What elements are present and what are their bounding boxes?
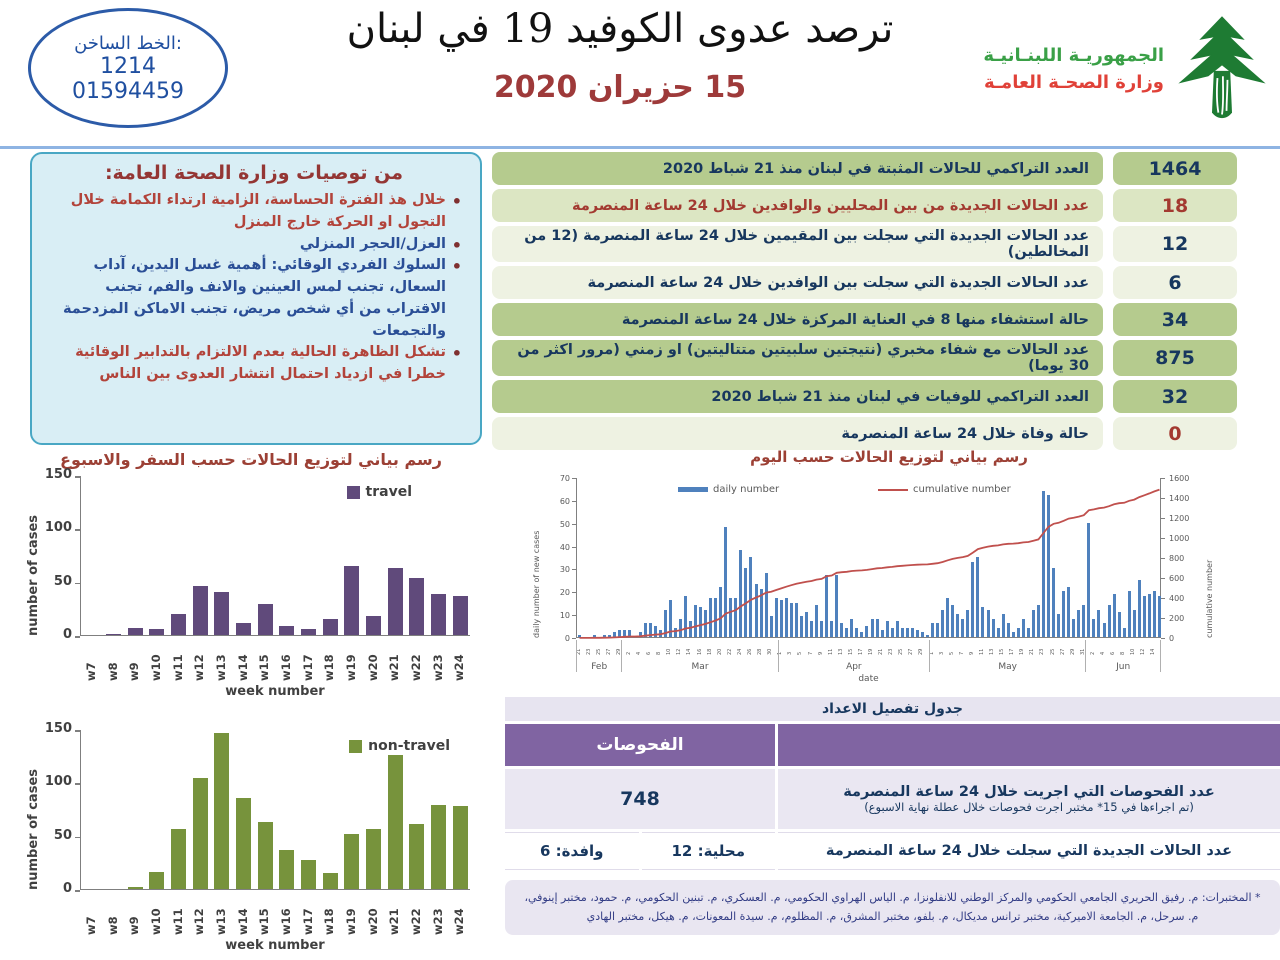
legend-swatch-icon [349, 740, 362, 753]
bar [279, 850, 294, 889]
month-label: Feb [591, 662, 608, 672]
x-tick-label: w8 [105, 916, 120, 935]
title-block [300, 6, 940, 105]
day-tick-label: 11 [827, 648, 834, 655]
y-tick-mark [75, 783, 80, 785]
legend-daily [678, 484, 779, 495]
stat-label: عدد الحالات الجديدة التي سجلت بين المقيمين خلال 24 ساعة المنصرمة (12 من المخالطين) [492, 226, 1103, 262]
x-tick-label: w9 [127, 662, 142, 681]
x-tick-label: w21 [387, 908, 402, 935]
x-tick-label: w19 [343, 908, 358, 935]
bar [344, 566, 359, 635]
recommendations-title: من توصيات وزارة الصحة العامة: [104, 162, 404, 184]
y-tick-label: 150 [44, 467, 72, 482]
x-tick-label: w23 [430, 908, 445, 935]
bar [128, 628, 143, 635]
day-tick-label: 21 [878, 648, 885, 655]
tests-label-cell [778, 769, 1280, 829]
left-y-tick-label: 20 [559, 588, 570, 598]
day-tick-label: 9 [817, 651, 824, 655]
y-axis-label: number of cases [26, 515, 41, 636]
plot-area [80, 730, 470, 890]
ministry-name [983, 42, 1164, 96]
stat-label: العدد التراكمي للحالات المثبتة في لبنان منذ 21 شباط 2020 [492, 152, 1103, 185]
day-tick-label: 6 [1110, 651, 1117, 655]
day-tick-label: 12 [1140, 648, 1147, 655]
x-tick-label: w14 [235, 654, 250, 681]
bar [171, 614, 186, 635]
day-tick-label: 8 [656, 651, 663, 655]
day-tick-label: 3 [787, 651, 794, 655]
legend-label: non-travel [368, 738, 450, 754]
day-tick-label: 25 [595, 648, 602, 655]
cedar-tree-icon [1172, 10, 1272, 128]
newcases-label-cell [778, 832, 1280, 870]
page-title: ترصد عدوى الكوفيد 19 في لبنان [346, 6, 894, 52]
stats-row [492, 189, 1237, 222]
labs-footnote: * المختبرات: م. رفيق الحريري الجامعي الحكومي والمركز الوطني للانفلونزا، م. الياس الهراوي الحكومي، م. العسكري، م. تبنين الحكومي، م. حمود، مختبر إينوفي، م. سرحل، م. الجامعة الاميركية، مختبر ترانس مديكال، م. بلفو، مختبر المشرق، م. المظلوم، م. سيدة المعونات، م. هيكل، مختبر الهادي [505, 880, 1280, 935]
stats-row [492, 226, 1237, 262]
stat-value: 875 [1113, 340, 1237, 376]
legend-swatch-icon [347, 486, 360, 499]
bar [453, 596, 468, 635]
day-tick-label: 2 [1089, 651, 1096, 655]
day-tick-label: 6 [646, 651, 653, 655]
chart-legend [347, 484, 412, 500]
y-tick-mark [75, 636, 80, 638]
tests-sublabel: (تم اجراءها في 15* مختبر اجرت فحوصات خلال عطلة نهاية الاسبوع) [864, 800, 1194, 814]
newcases-local-cell [642, 832, 776, 870]
bar [431, 594, 446, 635]
x-tick-label: w12 [192, 654, 207, 681]
x-tick-label: w24 [452, 908, 467, 935]
chart-title: رسم بياني لتوزيع الحالات حسب السفر والاسبوع [60, 450, 442, 469]
left-y-tick-label: 0 [564, 634, 570, 643]
bar [258, 604, 273, 635]
legend-line-swatch-icon [878, 489, 908, 491]
recommendations-box [30, 152, 482, 445]
day-tick-label: 25 [1049, 648, 1056, 655]
bar [388, 568, 403, 635]
left-y-tick-mark [572, 638, 576, 639]
details-header-row [505, 724, 1280, 766]
x-tick-label: w20 [365, 908, 380, 935]
stat-label: حالة وفاة خلال 24 ساعة المنصرمة [492, 417, 1103, 450]
month-label: Jun [1116, 662, 1131, 672]
newcases-local: محلية: 12 [671, 842, 746, 860]
hotline-label: الخط الساخن: [74, 32, 182, 54]
y-tick-label: 50 [53, 573, 72, 589]
day-tick-label: 23 [888, 648, 895, 655]
day-tick-label: 15 [999, 648, 1006, 655]
day-tick-label: 1 [928, 651, 935, 655]
recommendation-item: • تشكل الظاهرة الحالية بعدم الالتزام بالتدابير الوقائية خطرا في ازدياد احتمال انتشار العدوى بين الناس [42, 342, 466, 386]
y-tick-label: 100 [44, 520, 72, 536]
y-tick-label: 150 [44, 721, 72, 736]
bar [171, 829, 186, 889]
bar [193, 778, 208, 889]
x-tick-label: w8 [105, 662, 120, 681]
day-tick-label: 30 [767, 648, 774, 655]
day-tick-label: 16 [696, 648, 703, 655]
cumulative-line [577, 478, 1162, 638]
hotline-number-short: 1214 [100, 53, 156, 79]
x-tick-label: w9 [127, 916, 142, 935]
legend-label: travel [365, 484, 412, 500]
x-tick-label: w22 [408, 908, 423, 935]
left-y-axis-label: daily number of new cases [532, 530, 541, 638]
y-tick-mark [75, 837, 80, 839]
stat-value: 0 [1113, 417, 1237, 450]
day-tick-label: 3 [938, 651, 945, 655]
nontravel-by-week-chart [22, 704, 480, 956]
month-band [576, 640, 621, 672]
right-y-tick-mark [1161, 598, 1165, 599]
right-y-tick-label: 1200 [1169, 514, 1190, 523]
y-axis-label: number of cases [26, 769, 41, 890]
day-tick-label: 21 [1029, 648, 1036, 655]
bar [193, 586, 208, 635]
day-tick-label: 25 [898, 648, 905, 655]
legend-cumulative [878, 484, 1011, 495]
x-tick-label: w22 [408, 654, 423, 681]
left-y-tick-label: 50 [559, 519, 570, 529]
bar [301, 629, 316, 635]
x-tick-label: w7 [83, 662, 98, 681]
month-label: Apr [846, 662, 862, 672]
recommendations-list [42, 190, 466, 386]
left-y-tick-mark [572, 501, 576, 502]
day-tick-label: 20 [716, 648, 723, 655]
x-tick-label: w15 [257, 654, 272, 681]
x-tick-label: w17 [300, 654, 315, 681]
left-y-tick-mark [572, 478, 576, 479]
day-tick-label: 18 [706, 648, 713, 655]
bar [106, 634, 121, 635]
month-band [1085, 640, 1161, 672]
right-y-tick-label: 1600 [1169, 474, 1190, 483]
day-tick-label: 13 [989, 648, 996, 655]
bar [279, 626, 294, 635]
right-y-tick-mark [1161, 618, 1165, 619]
ministry-logo [983, 10, 1272, 128]
ministry-name-line2: وزارة الصحـة العامـة [983, 72, 1164, 93]
x-tick-label: w11 [170, 908, 185, 935]
day-tick-label: 15 [847, 648, 854, 655]
travel-by-week-chart [22, 450, 480, 702]
bar [128, 887, 143, 889]
right-y-tick-mark [1161, 578, 1165, 579]
stat-value: 6 [1113, 266, 1237, 299]
day-tick-label: 29 [1069, 648, 1076, 655]
left-y-tick-mark [572, 569, 576, 570]
left-y-tick-label: 30 [559, 565, 570, 575]
day-tick-label: 2 [625, 651, 632, 655]
day-tick-label: 7 [807, 651, 814, 655]
month-band [929, 640, 1085, 672]
x-tick-label: w10 [148, 654, 163, 681]
bar [366, 829, 381, 889]
bar [258, 822, 273, 889]
x-tick-label: w18 [322, 654, 337, 681]
x-tick-label: w20 [365, 654, 380, 681]
details-table [505, 697, 1280, 870]
legend-bar-swatch-icon [678, 487, 708, 492]
bar [431, 805, 446, 889]
hotline-number-long: 01594459 [72, 78, 184, 104]
day-tick-label: 14 [686, 648, 693, 655]
stat-label: عدد الحالات مع شفاء مخبري (نتيجتين سلبيتين متتاليتين) او زمني (مرور اكثر من 30 يوما) [492, 340, 1103, 376]
stat-label: حالة استشفاء منها 8 في العناية المركزة خلال 24 ساعة المنصرمة [492, 303, 1103, 336]
day-tick-label: 14 [1150, 648, 1157, 655]
day-tick-label: 13 [837, 648, 844, 655]
day-tick-label: 17 [857, 648, 864, 655]
bar [323, 619, 338, 635]
month-label: Mar [691, 662, 709, 672]
x-tick-label: w24 [452, 654, 467, 681]
x-tick-label: w16 [278, 654, 293, 681]
left-y-tick-label: 40 [559, 542, 570, 552]
stat-value: 34 [1113, 303, 1237, 336]
stat-value: 18 [1113, 189, 1237, 222]
day-tick-label: 12 [676, 648, 683, 655]
x-axis-label: date [858, 674, 879, 684]
y-tick-mark [75, 890, 80, 892]
right-y-tick-label: 200 [1169, 614, 1185, 623]
tests-value-cell [505, 769, 775, 829]
month-band [621, 640, 777, 672]
x-tick-label: w17 [300, 908, 315, 935]
daily-cases-chart [498, 448, 1280, 694]
day-tick-label: 19 [868, 648, 875, 655]
stat-value: 1464 [1113, 152, 1237, 185]
right-y-tick-label: 1400 [1169, 494, 1190, 503]
day-tick-label: 23 [1039, 648, 1046, 655]
x-axis-label: week number [225, 938, 325, 953]
y-tick-label: 0 [62, 881, 72, 896]
right-y-tick-label: 1000 [1169, 534, 1190, 543]
y-tick-mark [75, 583, 80, 585]
bar [453, 806, 468, 889]
stat-label: عدد الحالات الجديدة التي سجلت بين الوافدين خلال 24 ساعة المنصرمة [492, 266, 1103, 299]
day-tick-label: 4 [636, 651, 643, 655]
bar [214, 733, 229, 889]
hotline-badge [28, 8, 228, 128]
day-tick-label: 22 [726, 648, 733, 655]
x-tick-label: w15 [257, 908, 272, 935]
day-tick-label: 1 [777, 651, 784, 655]
bar [323, 873, 338, 889]
y-tick-label: 0 [62, 627, 72, 642]
y-tick-label: 50 [53, 827, 72, 843]
right-y-tick-mark [1161, 638, 1165, 639]
x-tick-label: w11 [170, 654, 185, 681]
day-tick-label: 19 [1019, 648, 1026, 655]
stat-value: 12 [1113, 226, 1237, 262]
stats-row [492, 152, 1237, 185]
day-tick-label: 4 [1100, 651, 1106, 655]
day-tick-label: 5 [797, 651, 804, 655]
month-label: May [998, 662, 1017, 672]
day-tick-label: 21 [575, 648, 582, 655]
legend-label: daily number [713, 484, 780, 495]
x-axis-label: week number [225, 684, 325, 699]
bar [409, 578, 424, 635]
bar [301, 860, 316, 889]
bar [409, 824, 424, 889]
bar [344, 834, 359, 889]
day-tick-label: 5 [948, 651, 955, 655]
newcases-label: عدد الحالات الجديدة التي سجلت خلال 24 ساعة المنصرمة [825, 843, 1233, 859]
x-tick-label: w16 [278, 908, 293, 935]
day-tick-label: 29 [615, 648, 622, 655]
y-tick-mark [75, 476, 80, 478]
x-tick-label: w21 [387, 654, 402, 681]
bar [236, 623, 251, 635]
chart-title: رسم بياني لتوزيع الحالات حسب اليوم [750, 448, 1028, 466]
day-tick-label: 24 [736, 648, 743, 655]
header-divider [0, 146, 1280, 149]
details-header-empty [778, 724, 1280, 766]
x-tick-label: w13 [213, 908, 228, 935]
day-tick-label: 27 [908, 648, 915, 655]
stats-row [492, 340, 1237, 376]
day-tick-label: 28 [757, 648, 764, 655]
newcases-arrival: وافدة: 6 [540, 842, 604, 860]
right-y-tick-mark [1161, 518, 1165, 519]
ministry-name-line1: الجمهوريـة اللبنـانيـة [983, 45, 1164, 66]
right-y-tick-label: 0 [1169, 634, 1175, 643]
day-tick-label: 26 [746, 648, 753, 655]
left-y-tick-mark [572, 615, 576, 616]
x-tick-label: w12 [192, 908, 207, 935]
x-tick-label: w7 [83, 916, 98, 935]
day-tick-label: 27 [605, 648, 612, 655]
day-tick-label: 27 [1059, 648, 1066, 655]
right-y-tick-label: 400 [1169, 594, 1185, 603]
left-y-tick-label: 10 [559, 611, 570, 621]
day-tick-label: 29 [918, 648, 925, 655]
bar [366, 616, 381, 635]
details-row-newcases [505, 832, 1280, 870]
details-table-title: جدول تفصيل الاعداد [505, 697, 1280, 721]
recommendation-item: • العزل/الحجر المنزلي [42, 234, 466, 256]
left-y-tick-mark [572, 592, 576, 593]
right-y-tick-label: 600 [1169, 574, 1185, 583]
day-tick-label: 11 [978, 648, 985, 655]
day-tick-label: 10 [1130, 648, 1137, 655]
plot-area [576, 478, 1161, 638]
x-tick-label: w23 [430, 654, 445, 681]
newcases-arrival-cell [505, 832, 639, 870]
stat-value: 32 [1113, 380, 1237, 413]
report-date: 15 حزيران 2020 [493, 70, 747, 105]
bar [388, 755, 403, 889]
stats-row [492, 417, 1237, 450]
bar [149, 629, 164, 635]
bar [236, 798, 251, 889]
x-tick-label: w19 [343, 654, 358, 681]
stats-row [492, 266, 1237, 299]
left-y-tick-label: 60 [559, 496, 570, 506]
x-tick-label: w14 [235, 908, 250, 935]
right-y-tick-mark [1161, 538, 1165, 539]
stats-row [492, 380, 1237, 413]
y-tick-mark [75, 730, 80, 732]
day-tick-label: 7 [958, 651, 965, 655]
left-y-tick-label: 70 [559, 474, 570, 483]
stats-row [492, 303, 1237, 336]
left-y-tick-mark [572, 547, 576, 548]
chart-legend [349, 738, 450, 754]
y-tick-mark [75, 529, 80, 531]
right-y-tick-mark [1161, 498, 1165, 499]
x-tick-label: w18 [322, 908, 337, 935]
tests-label: عدد الفحوصات التي اجريت خلال 24 ساعة المنصرمة [843, 784, 1215, 800]
right-y-axis-label: cumulative number [1205, 559, 1214, 638]
details-row-tests [505, 769, 1280, 829]
details-header-tests: الفحوصات [505, 724, 775, 766]
bar [149, 872, 164, 889]
x-tick-label: w13 [213, 654, 228, 681]
x-tick-label: w10 [148, 908, 163, 935]
day-tick-label: 23 [585, 648, 592, 655]
left-y-tick-mark [572, 524, 576, 525]
tests-value: 748 [620, 788, 660, 810]
legend-label: cumulative number [913, 484, 1011, 495]
recommendation-item: • السلوك الفردي الوقائي: أهمية غسل اليدين، آداب السعال، تجنب لمس العينين والانف والفم، تجنب الاقتراب من أي شخص مريض، تجنب الاماكن المزدحمة والتجمعات [42, 255, 466, 342]
day-tick-label: 8 [1120, 651, 1127, 655]
right-y-tick-label: 800 [1169, 554, 1185, 563]
month-band [778, 640, 929, 672]
day-tick-label: 31 [1079, 648, 1086, 655]
day-tick-label: 17 [1009, 648, 1016, 655]
stat-label: عدد الحالات الجديدة من بين المحليين والوافدين خلال 24 ساعة المنصرمة [492, 189, 1103, 222]
bar [214, 592, 229, 635]
right-y-tick-mark [1161, 558, 1165, 559]
day-tick-label: 9 [968, 651, 975, 655]
right-y-tick-mark [1161, 478, 1165, 479]
stat-label: العدد التراكمي للوفيات في لبنان منذ 21 شباط 2020 [492, 380, 1103, 413]
day-tick-label: 10 [666, 648, 673, 655]
plot-area [80, 476, 470, 636]
stats-table [492, 152, 1237, 450]
y-tick-label: 100 [44, 774, 72, 790]
recommendation-item: • خلال هذ الفترة الحساسة، الزامية ارتداء الكمامة خلال التجول او الحركة خارج المنزل [42, 190, 466, 234]
